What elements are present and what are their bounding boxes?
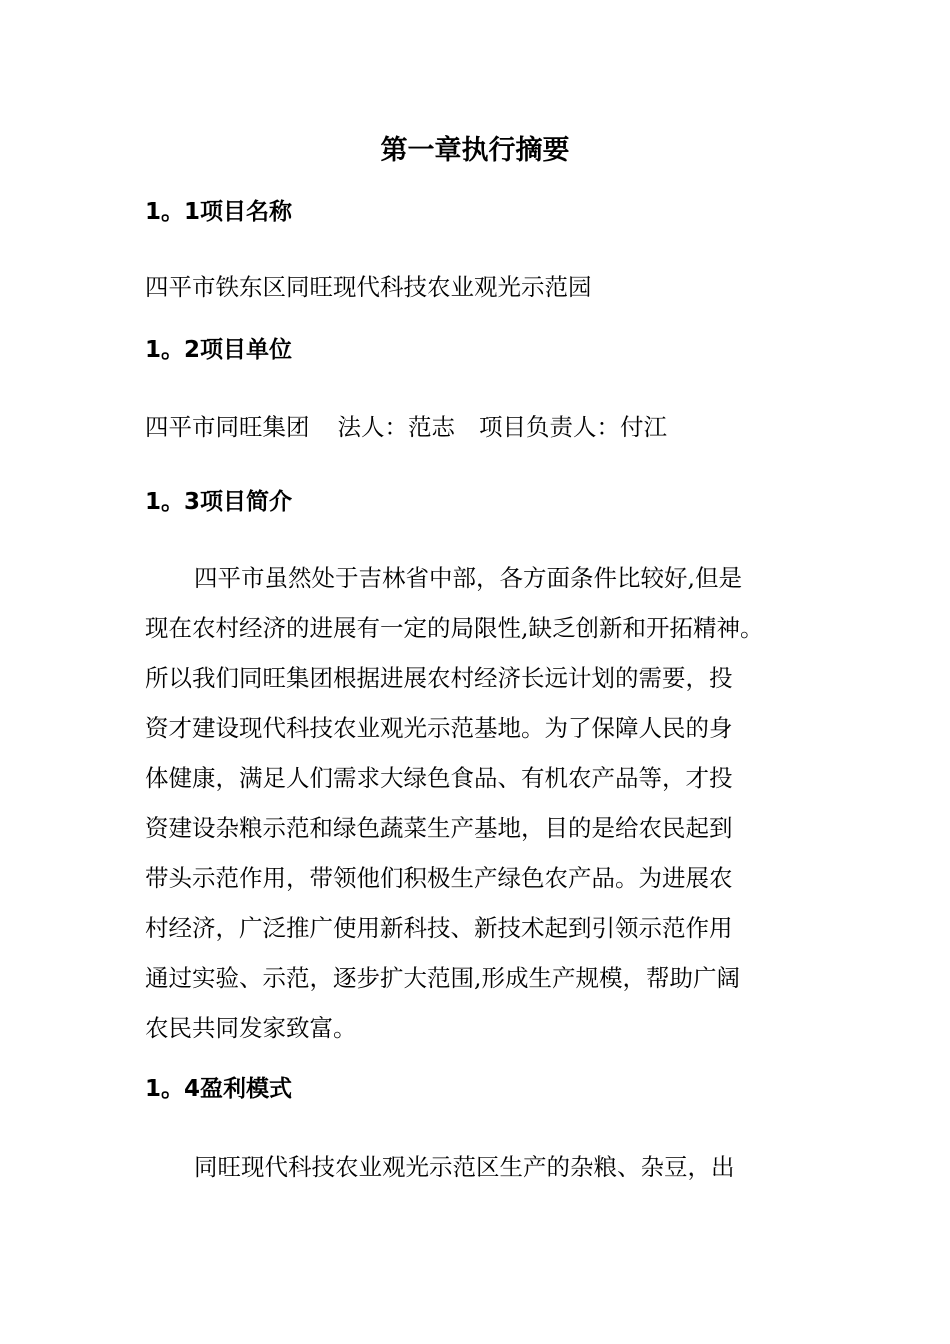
project-leader: 项目负责人：付江: [479, 413, 667, 441]
intro-line-3: 所以我们同旺集团根据进展农村经济长远计划的需要，投: [145, 664, 733, 692]
intro-line-5: 体健康，满足人们需求大绿色食品、有机农产品等，才投: [145, 764, 733, 792]
intro-line-10: 农民共同发家致富。: [145, 1014, 357, 1042]
profit-line-1: 同旺现代科技农业观光示范区生产的杂粮、杂豆，出: [194, 1153, 735, 1181]
intro-line-9: 通过实验、示范，逐步扩大范围,形成生产规模，帮助广阔: [145, 964, 740, 992]
section-heading-1-1: 1。1项目名称: [145, 199, 293, 225]
legal-person: 法人：范志: [337, 413, 455, 441]
unit-name: 四平市同旺集团: [145, 413, 310, 441]
chapter-title: 第一章执行摘要: [380, 135, 570, 166]
project-unit-line: [145, 411, 667, 443]
intro-line-1: 四平市虽然处于吉林省中部，各方面条件比较好,但是: [194, 564, 742, 592]
intro-line-2: 现在农村经济的进展有一定的局限性,缺乏创新和开拓精神。: [145, 614, 764, 642]
intro-line-8: 村经济，广泛推广使用新科技、新技术起到引领示范作用: [145, 914, 733, 942]
section-heading-1-3: 1。3项目简介: [145, 489, 293, 515]
section-heading-1-4: 1。4盈利模式: [145, 1076, 293, 1102]
intro-line-6: 资建设杂粮示范和绿色蔬菜生产基地，目的是给农民起到: [145, 814, 733, 842]
intro-line-4: 资才建设现代科技农业观光示范基地。为了保障人民的身: [145, 714, 733, 742]
intro-line-7: 带头示范作用，带领他们积极生产绿色农产品。为进展农: [145, 864, 733, 892]
project-name-text: 四平市铁东区同旺现代科技农业观光示范园: [145, 273, 592, 301]
section-heading-1-2: 1。2项目单位: [145, 337, 293, 363]
